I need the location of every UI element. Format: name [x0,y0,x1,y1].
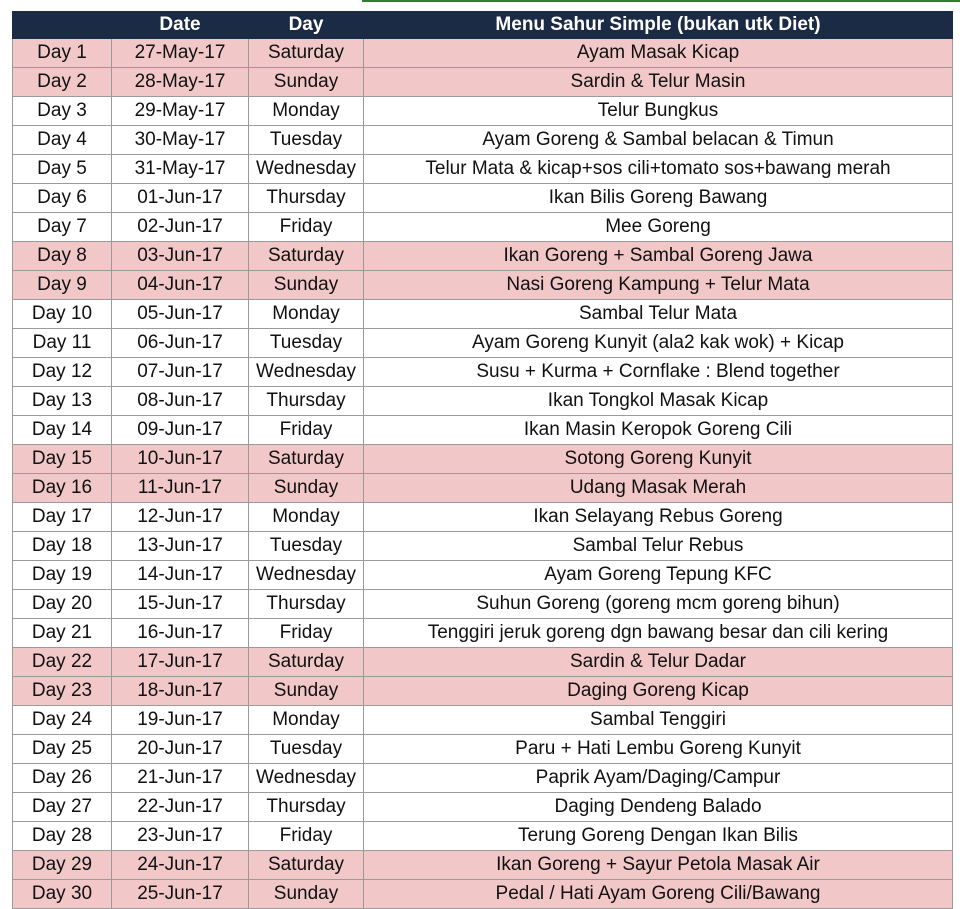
date-cell[interactable]: 21-Jun-17 [112,764,249,793]
date-cell[interactable]: 24-Jun-17 [112,851,249,880]
day-of-week-cell[interactable]: Saturday [249,851,364,880]
menu-cell[interactable]: Ikan Tongkol Masak Kicap [364,387,953,416]
table-row [13,764,953,793]
day-number-cell[interactable]: Day 5 [13,155,112,184]
menu-cell[interactable]: Sambal Tenggiri [364,706,953,735]
day-number-cell[interactable]: Day 17 [13,503,112,532]
day-of-week-cell[interactable]: Wednesday [249,155,364,184]
menu-cell[interactable]: Ikan Goreng + Sayur Petola Masak Air [364,851,953,880]
table-row [13,329,953,358]
day-number-cell[interactable]: Day 1 [13,39,112,68]
day-number-cell[interactable]: Day 9 [13,271,112,300]
date-cell[interactable]: 13-Jun-17 [112,532,249,561]
day-number-cell[interactable]: Day 28 [13,822,112,851]
table-row [13,503,953,532]
menu-cell[interactable]: Ayam Masak Kicap [364,39,953,68]
day-number-cell[interactable]: Day 29 [13,851,112,880]
menu-cell[interactable]: Terung Goreng Dengan Ikan Bilis [364,822,953,851]
day-of-week-cell[interactable]: Sunday [249,880,364,909]
table-row [13,793,953,822]
date-cell[interactable]: 17-Jun-17 [112,648,249,677]
table-row [13,880,953,909]
day-of-week-cell[interactable]: Monday [249,503,364,532]
date-cell[interactable]: 09-Jun-17 [112,416,249,445]
day-of-week-cell[interactable]: Monday [249,97,364,126]
day-of-week-cell[interactable]: Friday [249,416,364,445]
menu-cell[interactable]: Nasi Goreng Kampung + Telur Mata [364,271,953,300]
day-number-cell[interactable]: Day 10 [13,300,112,329]
day-of-week-cell[interactable]: Thursday [249,590,364,619]
table-row [13,242,953,271]
date-cell[interactable]: 10-Jun-17 [112,445,249,474]
menu-cell[interactable]: Ayam Goreng Tepung KFC [364,561,953,590]
day-number-cell[interactable]: Day 24 [13,706,112,735]
header-day-number[interactable] [13,12,112,39]
menu-cell[interactable]: Sardin & Telur Dadar [364,648,953,677]
date-cell[interactable]: 20-Jun-17 [112,735,249,764]
menu-cell[interactable]: Tenggiri jeruk goreng dgn bawang besar dan cili kering [364,619,953,648]
day-number-cell[interactable]: Day 25 [13,735,112,764]
day-of-week-cell[interactable]: Tuesday [249,126,364,155]
table-row [13,39,953,68]
day-of-week-cell[interactable]: Tuesday [249,532,364,561]
date-cell[interactable]: 03-Jun-17 [112,242,249,271]
table-row [13,300,953,329]
day-number-cell[interactable]: Day 3 [13,97,112,126]
menu-cell[interactable]: Daging Goreng Kicap [364,677,953,706]
day-number-cell[interactable]: Day 14 [13,416,112,445]
menu-cell[interactable]: Paru + Hati Lembu Goreng Kunyit [364,735,953,764]
table-row [13,590,953,619]
table-row [13,155,953,184]
date-cell[interactable]: 15-Jun-17 [112,590,249,619]
date-cell[interactable]: 25-Jun-17 [112,880,249,909]
date-cell[interactable]: 12-Jun-17 [112,503,249,532]
day-of-week-cell[interactable]: Saturday [249,445,364,474]
date-cell[interactable]: 01-Jun-17 [112,184,249,213]
table-row [13,851,953,880]
menu-cell[interactable]: Ikan Goreng + Sambal Goreng Jawa [364,242,953,271]
table-row [13,213,953,242]
table-row [13,68,953,97]
menu-cell[interactable]: Telur Bungkus [364,97,953,126]
day-number-cell[interactable]: Day 26 [13,764,112,793]
day-of-week-cell[interactable]: Wednesday [249,358,364,387]
menu-cell[interactable]: Udang Masak Merah [364,474,953,503]
date-cell[interactable]: 14-Jun-17 [112,561,249,590]
menu-cell[interactable]: Ikan Masin Keropok Goreng Cili [364,416,953,445]
table-row [13,561,953,590]
table-row [13,358,953,387]
table-row [13,706,953,735]
day-number-cell[interactable]: Day 6 [13,184,112,213]
day-of-week-cell[interactable]: Thursday [249,793,364,822]
date-cell[interactable]: 30-May-17 [112,126,249,155]
table-row [13,648,953,677]
table-row [13,677,953,706]
day-number-cell[interactable]: Day 11 [13,329,112,358]
date-cell[interactable]: 28-May-17 [112,68,249,97]
date-cell[interactable]: 08-Jun-17 [112,387,249,416]
day-of-week-cell[interactable]: Sunday [249,474,364,503]
table-row [13,445,953,474]
day-number-cell[interactable]: Day 13 [13,387,112,416]
header-day-of-week[interactable]: Day [249,12,364,39]
table-row [13,822,953,851]
menu-cell[interactable]: Mee Goreng [364,213,953,242]
date-cell[interactable]: 22-Jun-17 [112,793,249,822]
day-of-week-cell[interactable]: Monday [249,300,364,329]
table-row [13,184,953,213]
date-cell[interactable]: 11-Jun-17 [112,474,249,503]
day-of-week-cell[interactable]: Tuesday [249,329,364,358]
day-number-cell[interactable]: Day 20 [13,590,112,619]
day-number-cell[interactable]: Day 21 [13,619,112,648]
day-of-week-cell[interactable]: Friday [249,822,364,851]
menu-cell[interactable]: Ayam Goreng Kunyit (ala2 kak wok) + Kicap [364,329,953,358]
date-cell[interactable]: 02-Jun-17 [112,213,249,242]
table-row [13,97,953,126]
menu-cell[interactable]: Ikan Bilis Goreng Bawang [364,184,953,213]
table-row [13,416,953,445]
date-cell[interactable]: 06-Jun-17 [112,329,249,358]
menu-cell[interactable]: Ayam Goreng & Sambal belacan & Timun [364,126,953,155]
date-cell[interactable]: 23-Jun-17 [112,822,249,851]
day-of-week-cell[interactable]: Saturday [249,648,364,677]
day-of-week-cell[interactable]: Saturday [249,242,364,271]
table-row [13,271,953,300]
day-number-cell[interactable]: Day 19 [13,561,112,590]
date-cell[interactable]: 31-May-17 [112,155,249,184]
day-of-week-cell[interactable]: Wednesday [249,561,364,590]
table-row [13,126,953,155]
day-number-cell[interactable]: Day 18 [13,532,112,561]
date-cell[interactable]: 27-May-17 [112,39,249,68]
date-cell[interactable]: 16-Jun-17 [112,619,249,648]
table-row [13,532,953,561]
menu-cell[interactable]: Sardin & Telur Masin [364,68,953,97]
day-number-cell[interactable]: Day 8 [13,242,112,271]
day-number-cell[interactable]: Day 23 [13,677,112,706]
date-cell[interactable]: 04-Jun-17 [112,271,249,300]
table-row [13,619,953,648]
day-of-week-cell[interactable]: Sunday [249,271,364,300]
day-number-cell[interactable]: Day 15 [13,445,112,474]
menu-cell[interactable]: Sambal Telur Rebus [364,532,953,561]
day-of-week-cell[interactable]: Thursday [249,184,364,213]
day-of-week-cell[interactable]: Friday [249,619,364,648]
day-number-cell[interactable]: Day 22 [13,648,112,677]
date-cell[interactable]: 07-Jun-17 [112,358,249,387]
sheet-accent-line [362,0,960,2]
day-number-cell[interactable]: Day 27 [13,793,112,822]
table-row [13,735,953,764]
day-of-week-cell[interactable]: Saturday [249,39,364,68]
menu-cell[interactable]: Telur Mata & kicap+sos cili+tomato sos+bawang merah [364,155,953,184]
day-of-week-cell[interactable]: Wednesday [249,764,364,793]
menu-cell[interactable]: Daging Dendeng Balado [364,793,953,822]
day-of-week-cell[interactable]: Friday [249,213,364,242]
header-row [13,12,953,39]
menu-cell[interactable]: Sotong Goreng Kunyit [364,445,953,474]
menu-cell[interactable]: Suhun Goreng (goreng mcm goreng bihun) [364,590,953,619]
menu-cell[interactable]: Susu + Kurma + Cornflake : Blend together [364,358,953,387]
day-number-cell[interactable]: Day 12 [13,358,112,387]
menu-cell[interactable]: Paprik Ayam/Daging/Campur [364,764,953,793]
day-number-cell[interactable]: Day 7 [13,213,112,242]
date-cell[interactable]: 19-Jun-17 [112,706,249,735]
date-cell[interactable]: 29-May-17 [112,97,249,126]
table-row [13,387,953,416]
day-of-week-cell[interactable]: Sunday [249,68,364,97]
header-menu[interactable]: Menu Sahur Simple (bukan utk Diet) [364,12,953,39]
day-of-week-cell[interactable]: Monday [249,706,364,735]
day-number-cell[interactable]: Day 30 [13,880,112,909]
menu-cell[interactable]: Sambal Telur Mata [364,300,953,329]
day-number-cell[interactable]: Day 4 [13,126,112,155]
sahur-menu-table [12,11,953,909]
table-row [13,474,953,503]
day-of-week-cell[interactable]: Tuesday [249,735,364,764]
header-date[interactable]: Date [112,12,249,39]
day-of-week-cell[interactable]: Thursday [249,387,364,416]
day-of-week-cell[interactable]: Sunday [249,677,364,706]
date-cell[interactable]: 05-Jun-17 [112,300,249,329]
date-cell[interactable]: 18-Jun-17 [112,677,249,706]
menu-cell[interactable]: Pedal / Hati Ayam Goreng Cili/Bawang [364,880,953,909]
day-number-cell[interactable]: Day 2 [13,68,112,97]
day-number-cell[interactable]: Day 16 [13,474,112,503]
menu-cell[interactable]: Ikan Selayang Rebus Goreng [364,503,953,532]
